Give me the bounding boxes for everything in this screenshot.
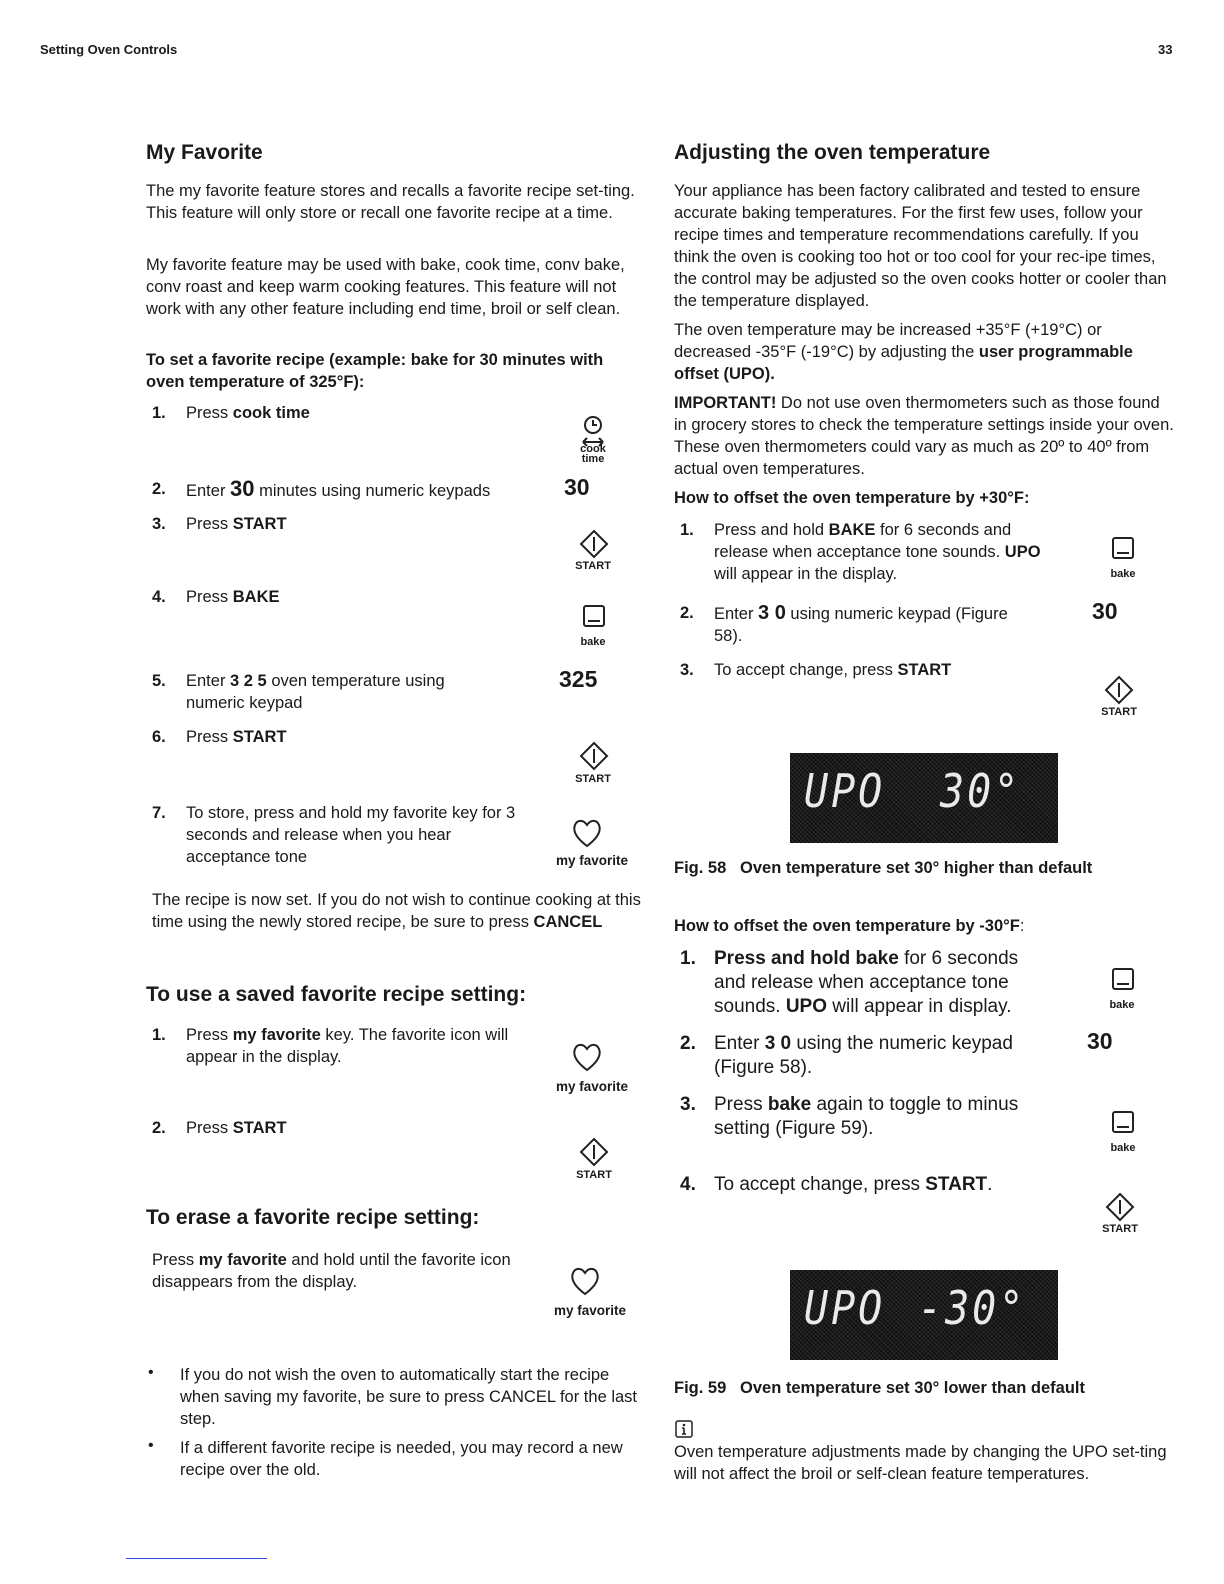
step-text: Press and hold BAKE for 6 seconds and release when acceptance tone sounds. UPO will appear in the display.	[714, 521, 1041, 583]
bake-label: bake	[1109, 999, 1135, 1011]
bullet-dot: •	[148, 1364, 154, 1381]
step-text: Enter 30 minutes using numeric keypads	[186, 476, 491, 501]
intro-paragraph-1: The my favorite feature stores and recalls a favorite recipe set-ting. This feature will only store or recall one favorite recipe at a time.	[146, 182, 635, 222]
bake-icon[interactable]	[1111, 967, 1135, 991]
my-favorite-title: My Favorite	[146, 141, 263, 164]
bake-icon[interactable]	[1111, 536, 1135, 560]
intro-paragraph-2: My favorite feature may be used with bake, cook time, conv bake, conv roast and keep warm cooking features. This feature will not work with any other feature including end time, broil or self clean.	[146, 256, 625, 318]
start-icon[interactable]	[579, 529, 609, 559]
display-upo: UPO	[804, 1282, 886, 1336]
step-number: 3.	[680, 1094, 696, 1115]
value-30: 30	[1087, 1028, 1113, 1054]
value-30: 30	[1092, 598, 1118, 624]
erase-paragraph: Press my favorite and hold until the favorite icon disappears from the display.	[152, 1251, 511, 1291]
step-number: 4.	[152, 588, 166, 606]
step-text: Press and hold bake for 6 seconds and release when acceptance tone sounds. UPO will appear in display.	[714, 948, 1019, 1017]
offset-paragraph: The oven temperature may be increased +35°F (+19°C) or decreased -35°F (-19°C) by adjusting the user programmable offset (UPO).	[674, 321, 1133, 383]
step-text: To store, press and hold my favorite key for 3 seconds and release when you hear acceptance tone	[186, 804, 516, 866]
display-value: -30°	[918, 1282, 1027, 1336]
oven-display-minus30	[790, 1270, 1058, 1360]
step-text: Enter 3 0 using numeric keypad (Figure 58).	[714, 602, 1008, 645]
my-favorite-icon[interactable]	[571, 817, 603, 849]
start-label: START	[575, 773, 611, 785]
step-text: Press cook time	[186, 404, 310, 422]
step-text: Press my favorite key. The favorite icon will appear in the display.	[186, 1026, 509, 1066]
step-number: 1.	[680, 521, 694, 539]
erase-title: To erase a favorite recipe setting:	[146, 1206, 480, 1229]
step-text: Press BAKE	[186, 588, 280, 606]
start-icon[interactable]	[579, 1137, 609, 1167]
step-text: To accept change, press START	[714, 661, 952, 679]
step-number: 3.	[152, 515, 166, 533]
info-icon	[675, 1420, 693, 1438]
step-number: 1.	[152, 404, 166, 422]
my-favorite-label: my favorite	[555, 1079, 629, 1094]
start-icon[interactable]	[1105, 1192, 1135, 1222]
my-favorite-label: my favorite	[553, 1303, 627, 1318]
adjust-temp-title: Adjusting the oven temperature	[674, 141, 991, 164]
minus-offset-heading: How to offset the oven temperature by -30°F:	[674, 917, 1025, 935]
bake-label: bake	[580, 636, 606, 648]
bake-label: bake	[1110, 1142, 1136, 1154]
step-number: 1.	[152, 1026, 166, 1044]
oven-display-plus30	[790, 753, 1058, 843]
step-number: 3.	[680, 661, 694, 679]
step-number: 5.	[152, 672, 166, 690]
step-text: Enter 3 2 5 oven temperature using numeric keypad	[186, 672, 445, 712]
step-number: 2.	[152, 1119, 166, 1137]
start-label: START	[1101, 706, 1137, 718]
bullet-dot: •	[148, 1437, 154, 1454]
calibration-paragraph: Your appliance has been factory calibrated and tested to ensure accurate baking temperatures. For the first few uses, follow your recipe times and temperature recommendations carefully. If you think the oven is cooking too hot or too cool for your rec-ipe times, the control may be adjusted so the oven cooks hotter or cooler than the temperature displayed.	[674, 182, 1167, 310]
footer-rule	[126, 1558, 267, 1559]
start-icon[interactable]	[1104, 675, 1134, 705]
bake-icon[interactable]	[582, 604, 606, 628]
start-label: START	[1102, 1223, 1138, 1235]
step-text: Press START	[186, 728, 287, 746]
start-label: START	[576, 1169, 612, 1181]
display-value: 30°	[940, 765, 1022, 819]
plus-offset-heading: How to offset the oven temperature by +30°F:	[674, 489, 1030, 507]
step-text: Press START	[186, 1119, 287, 1137]
use-saved-title: To use a saved favorite recipe setting:	[146, 983, 527, 1006]
my-favorite-icon[interactable]	[571, 1041, 603, 1073]
cook-time-label: cook time	[580, 443, 606, 465]
value-325: 325	[559, 666, 598, 692]
step-number: 7.	[152, 804, 166, 822]
bake-icon[interactable]	[1111, 1110, 1135, 1134]
fig59-caption: Fig. 59 Oven temperature set 30° lower than default	[674, 1379, 1085, 1397]
bake-label: bake	[1110, 568, 1136, 580]
set-favorite-heading: To set a favorite recipe (example: bake for 30 minutes with oven temperature of 325°F):	[146, 351, 604, 391]
section-header: Setting Oven Controls	[40, 42, 178, 57]
bullet-item: If a different favorite recipe is needed, you may record a new recipe over the old.	[180, 1439, 623, 1479]
start-label: START	[575, 560, 611, 572]
step-number: 2.	[680, 1033, 696, 1054]
step-text: Enter 3 0 using the numeric keypad (Figure 58).	[714, 1033, 1013, 1078]
step-text: Press bake again to toggle to minus setting (Figure 59).	[714, 1094, 1019, 1139]
step-number: 6.	[152, 728, 166, 746]
step-number: 1.	[680, 948, 696, 969]
my-favorite-icon[interactable]	[569, 1265, 601, 1297]
step-text: Press START	[186, 515, 287, 533]
start-icon[interactable]	[579, 741, 609, 771]
value-30: 30	[564, 474, 590, 500]
important-paragraph: IMPORTANT! Do not use oven thermometers such as those found in grocery stores to check the temperature settings inside your oven. These oven thermometers could vary as much as 20º to 40º from actual oven temperatures.	[674, 394, 1174, 478]
step-number: 2.	[680, 604, 694, 622]
my-favorite-label: my favorite	[555, 853, 629, 868]
step-text: To accept change, press START.	[714, 1174, 993, 1195]
page-number: 33	[1158, 42, 1173, 57]
fig58-caption: Fig. 58 Oven temperature set 30° higher than default	[674, 859, 1093, 877]
step-number: 4.	[680, 1174, 696, 1195]
step-number: 2.	[152, 480, 166, 498]
bullet-item: If you do not wish the oven to automatically start the recipe when saving my favorite, be sure to press CANCEL for the last step.	[180, 1366, 638, 1428]
upo-note: Oven temperature adjustments made by changing the UPO set-ting will not affect the broil or self-clean feature temperatures.	[674, 1443, 1167, 1483]
recipe-set-paragraph: The recipe is now set. If you do not wish to continue cooking at this time using the newly stored recipe, be sure to press CANCEL	[152, 891, 641, 931]
display-upo: UPO	[804, 765, 886, 819]
